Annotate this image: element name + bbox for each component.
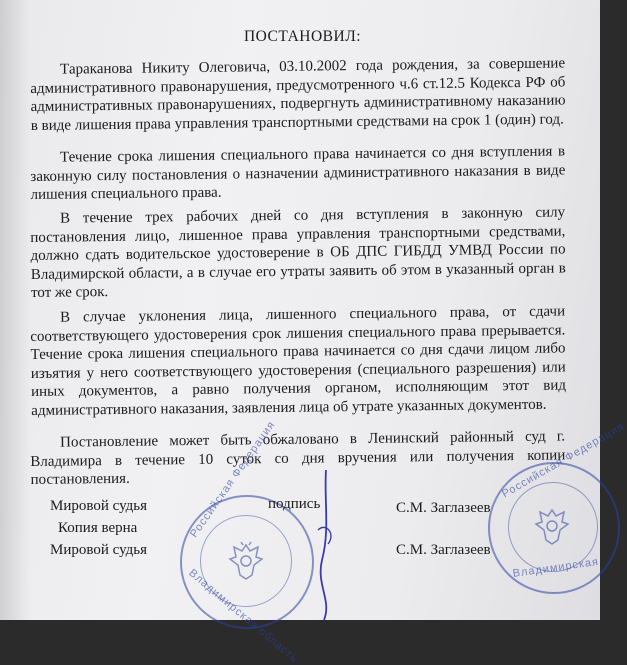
signature-word: подпись [268, 496, 321, 512]
judge-name-2: С.М. Заглазеев [396, 542, 491, 558]
judge-label-2: Мировой судья [50, 542, 148, 558]
copy-certified-label: Копия верна [58, 520, 138, 536]
stamp-right-bottom-text: Владимирская [512, 555, 600, 580]
stamp-left-bottom-text: Владимирская область [186, 567, 301, 665]
paragraph-term-start: Течение срока лишения специального права начинается со дня вступления в законную силу постановления о назначении административного наказания в виде лишения специального права. [30, 142, 566, 203]
judge-name-1: С.М. Заглазеев [396, 500, 491, 516]
paragraph-ruling: Тараканова Никиту Олеговича, 03.10.2002 года рождения, за совершение административного правонарушения, предусмотренного ч.6 ст.12.5 Кодекса РФ об административных правонарушениях, подвергнуть административному наказанию в виде лишения права управления транспортными средствами на срок 1 (один) год. [30, 54, 566, 133]
paragraph-evasion: В случае уклонения лица, лишенного специального права, от сдачи соответствующего удостоверения срок лишения специального права прерывается. Течение срока лишения специального права начинается со дня сдачи лицом либо изъятия у него соответствующего удостоверения (специального разрешения) или иных документов, а равно получения органом, исполняющим этот вид административного наказания, заявления лица об утрате указанных документов. [30, 302, 567, 418]
document-title: ПОСТАНОВИЛ: [243, 28, 362, 45]
document-body [30, 28, 565, 495]
paragraph-appeal: Постановление может быть обжаловано в Ленинский районный суд г. Владимира в течение 10 суток со дня вручения или получения копии постановления. [30, 427, 566, 488]
judge-label-1: Мировой судья [50, 498, 148, 514]
stamp-right-top-text: Российская Федерация [500, 420, 627, 501]
paragraph-license-surrender: В течение трех рабочих дней со дня вступления в законную силу постановления лицо, лишенное права управления транспортными средствами, должно сдать водительское удостоверение в ОБ ДПС ГИБДД УМВД России по Владимирской области, а в случае его утраты заявить об этом в указанный орган в тот же срок. [30, 204, 566, 301]
signature-block [50, 494, 570, 614]
page-shadow [0, 0, 30, 620]
stamp-left-top-text: Российская Федерация [188, 418, 278, 540]
